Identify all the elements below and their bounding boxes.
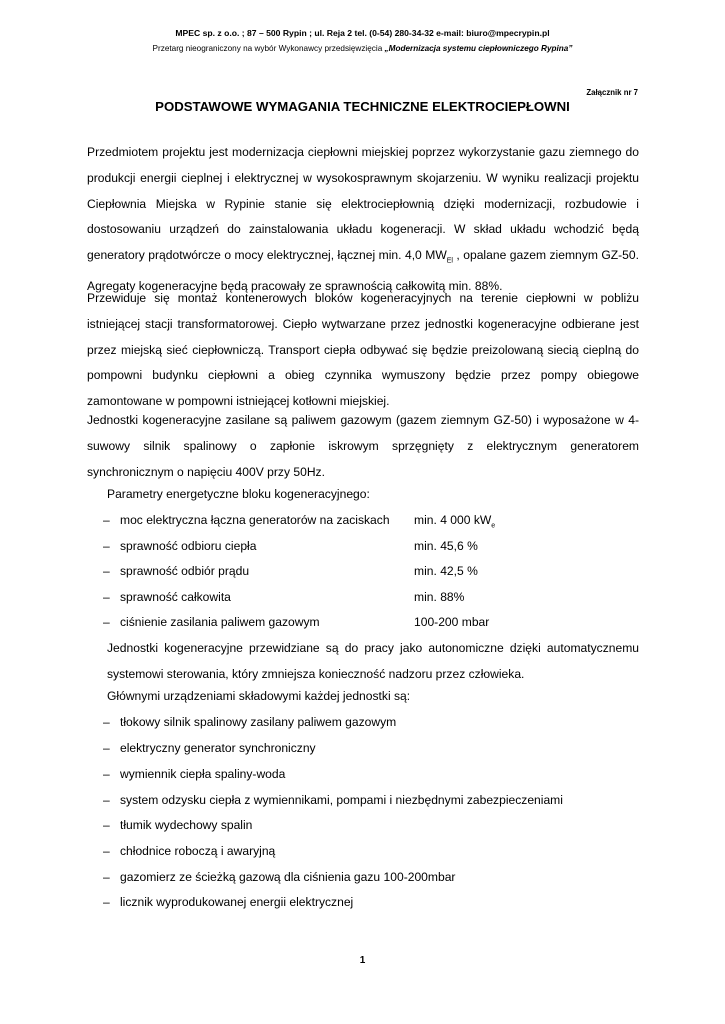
components-intro: Głównymi urządzeniami składowymi każdej jednostki są:	[107, 689, 411, 703]
company-header: MPEC sp. z o.o. ; 87 – 500 Rypin ; ul. Reja 2 tel. (0-54) 280-34-32 e-mail: biuro@mpecrypin.pl	[175, 28, 550, 38]
list-item	[103, 892, 639, 912]
document-title: PODSTAWOWE WYMAGANIA TECHNICZNE ELEKTROCIEPŁOWNI	[155, 99, 570, 114]
list-item	[103, 712, 639, 732]
param-value	[414, 536, 478, 562]
unit-subscript: El	[446, 257, 453, 265]
tender-subheader-prefix: Przetarg nieograniczony na wybór Wykonawcy przedsięwzięcia	[152, 44, 385, 53]
param-row	[103, 536, 639, 556]
list-item	[103, 815, 639, 835]
param-label: ciśnienie zasilania paliwem gazowym	[120, 615, 320, 629]
dash-bullet: –	[103, 590, 110, 604]
param-value-text: min. 42,5 %	[414, 564, 478, 578]
param-row	[103, 561, 639, 581]
param-label: sprawność odbioru ciepła	[120, 539, 257, 553]
dash-bullet: –	[103, 615, 110, 629]
paragraph-units: Jednostki kogeneracyjne zasilane są paliwem gazowym (gazem ziemnym GZ-50) i wyposażone w 4-suwowy silnik spalinowy o zapłonie iskrowym sprzęgnięty z elektrycznym generatorem synchronicznym o napięciu 400V przy 50Hz.	[87, 413, 639, 479]
param-row	[103, 587, 639, 607]
tender-subheader	[0, 44, 725, 53]
component-label: wymiennik ciepła spaliny-woda	[120, 767, 286, 781]
dash-bullet: –	[103, 539, 110, 553]
paragraph-project-scope	[87, 140, 639, 300]
project-name: „Modernizacja systemu ciepłowniczego Rypina”	[384, 44, 573, 53]
dash-bullet: –	[103, 715, 110, 729]
paragraph-project-scope-part2: , opalane gazem ziemnym GZ-50. Agregaty kogeneracyjne będą pracowały ze sprawnością całkowitą min. 88%.	[87, 248, 639, 294]
component-label: licznik wyprodukowanej energii elektrycznej	[120, 895, 354, 909]
dash-bullet: –	[103, 741, 110, 755]
param-label: sprawność całkowita	[120, 590, 231, 604]
param-label: moc elektryczna łączna generatorów na zaciskach	[120, 513, 390, 527]
component-label: chłodnice roboczą i awaryjną	[120, 844, 276, 858]
param-label: sprawność odbiór prądu	[120, 564, 250, 578]
dash-bullet: –	[103, 793, 110, 807]
param-value	[414, 510, 495, 536]
list-item	[103, 790, 639, 810]
dash-bullet: –	[103, 818, 110, 832]
dash-bullet: –	[103, 767, 110, 781]
component-label: tłumik wydechowy spalin	[120, 818, 253, 832]
dash-bullet: –	[103, 870, 110, 884]
param-value	[414, 561, 478, 587]
component-label: gazomierz ze ścieżką gazową dla ciśnienia gazu 100-200mbar	[120, 870, 456, 884]
paragraph-project-scope-part1: Przedmiotem projektu jest modernizacja ciepłowni miejskiej poprzez wykorzystanie gazu ziemnego do produkcji energii cieplnej i elektrycznej w wysokosprawnym skojarzeniu. W wyniku realizacji projektu Ciepłownia Miejska w Rypinie stanie się elektrociepłownią dzięki modernizacji, rozbudowie i dostosowaniu urządzeń do zainstalowania układu kogeneracji. W skład układu wchodzić będą generatory prądotwórcze o mocy elektrycznej, łącznej min. 4,0 MW	[87, 145, 639, 263]
dash-bullet: –	[103, 895, 110, 909]
param-value-text: 100-200 mbar	[414, 615, 490, 629]
paragraph-automation: Jednostki kogeneracyjne przewidziane są do pracy jako autonomiczne dzięki automatycznemu systemowi sterowania, który zmniejsza konieczność nadzoru przez człowieka.	[107, 641, 639, 681]
component-label: tłokowy silnik spalinowy zasilany paliwem gazowym	[120, 715, 397, 729]
list-item	[103, 841, 639, 861]
param-value-text: min. 4 000 kW	[414, 513, 492, 527]
paragraph-installation: Przewiduje się montaż kontenerowych bloków kogeneracyjnych na terenie ciepłowni w pobliżu istniejącej stacji transformatorowej. Ciepło wytwarzane przez jednostki kogeneracyjne odbierane jest przez miejską sieć ciepłowniczą. Transport ciepła odbywać się będzie preizolowaną siecią cieplną do pompowni budynku ciepłowni a obieg czynnika wymuszony będzie przez pompy obiegowe zamontowane w pompowni istniejącej kotłowni miejskiej.	[87, 291, 639, 409]
annex-label: Załącznik nr 7	[586, 88, 638, 97]
param-value-text: min. 45,6 %	[414, 539, 478, 553]
page-number: 1	[359, 955, 366, 966]
param-row	[103, 612, 639, 632]
param-value-subscript: e	[491, 522, 496, 530]
list-item	[103, 738, 639, 758]
component-label: system odzysku ciepła z wymiennikami, pompami i niezbędnymi zabezpieczeniami	[120, 793, 563, 807]
component-label: elektryczny generator synchroniczny	[120, 741, 316, 755]
dash-bullet: –	[103, 564, 110, 578]
list-item	[103, 867, 639, 887]
dash-bullet: –	[103, 513, 110, 527]
param-row	[103, 510, 639, 530]
dash-bullet: –	[103, 844, 110, 858]
list-item	[103, 764, 639, 784]
param-value	[414, 612, 489, 638]
params-intro: Parametry energetyczne bloku kogeneracyjnego:	[107, 487, 370, 501]
param-value-text: min. 88%	[414, 590, 465, 604]
param-value	[414, 587, 464, 613]
